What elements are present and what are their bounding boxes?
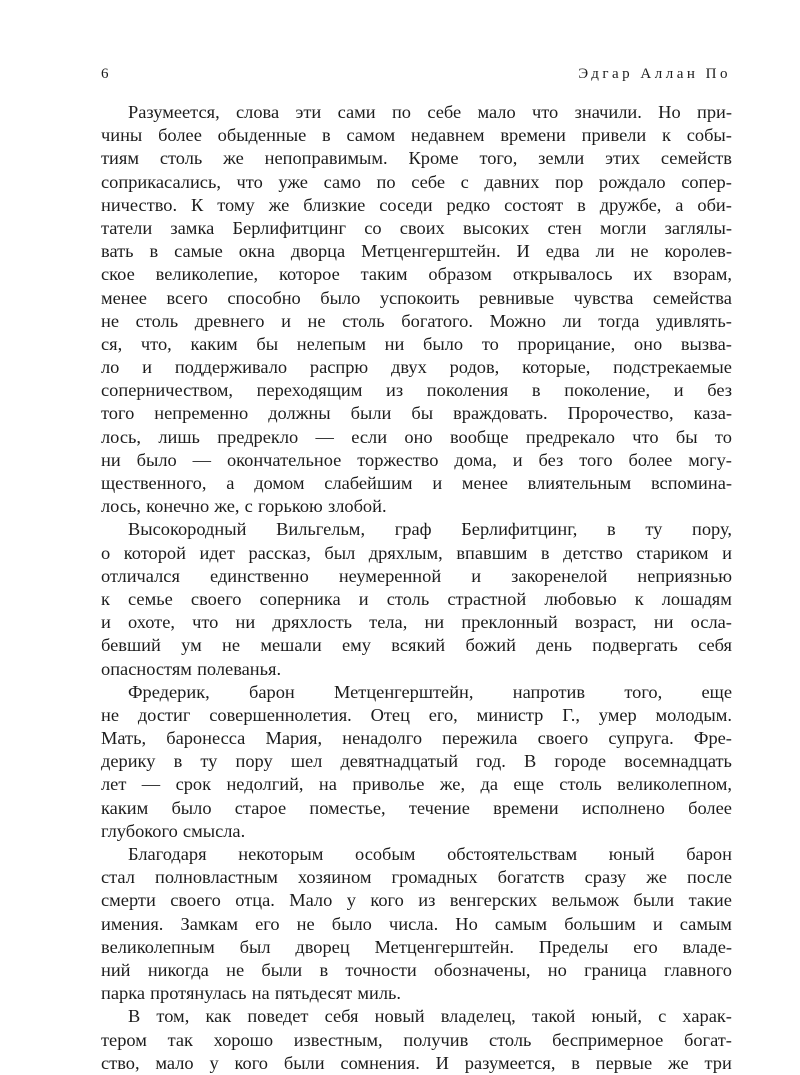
text-line: Мать, баронесса Мария, ненадолго пережила своего супруга. Фре- [101, 728, 732, 749]
text-line: о которой идет рассказ, был дряхлым, впавшим в детство стариком и [101, 542, 732, 563]
text-line: глубокого смысла. [101, 820, 246, 841]
text-line: Благодаря некоторым особым обстоятельствам юный барон [128, 844, 732, 864]
text-line: ни было — окончательное торжество дома, и без того более могу- [101, 449, 732, 470]
text-line: смерти своего отца. Мало у кого из венгерских вельмож были такие [101, 890, 732, 911]
text-line: ство, мало у кого были сомнения. И разумеется, в первые же три [101, 1052, 732, 1073]
text-line: Высокородный Вильгельм, граф Берлифитцинг, в ту пору, [128, 519, 732, 540]
text-line: к семье своего соперника и столь страстной любовью к лошадям [101, 588, 732, 609]
text-line: Фредерик, барон Метценгерштейн, напротив того, еще [128, 681, 732, 702]
body-text [101, 101, 732, 1075]
text-line: тером так хорошо известным, получив столь беспримерное богат- [101, 1029, 732, 1050]
text-line: соприкасались, что уже само по себе с давних пор рождало сопер- [101, 171, 732, 192]
text-line: ся, что, каким бы нелепым ни было то прорицание, оно вызва- [101, 333, 732, 354]
text-line: ний никогда не были в точности обозначены, но граница главного [101, 959, 732, 980]
text-line: отличался единственно неумеренной и закоренелой неприязнью [101, 565, 732, 586]
text-line: щественного, а домом слабейшим и менее влиятельным вспомина- [101, 473, 732, 493]
text-line: ское великолепие, которое таким образом открывалось их взорам, [101, 264, 732, 285]
page-number: 6 [101, 66, 109, 82]
text-line: Разумеется, слова эти сами по себе мало что значили. Но при- [128, 102, 732, 122]
text-line: ло и поддерживало распрю двух родов, которые, подстрекаемые [101, 357, 732, 378]
text-line: не достиг совершеннолетия. Отец его, министр Г., умер молодым. [101, 704, 732, 725]
text-line: бевший ум не мешали ему всякий божий день подвергать себя [101, 635, 732, 656]
text-line: каким было старое поместье, течение времени исполнено более [101, 797, 732, 818]
paragraph [101, 101, 732, 518]
paragraph [101, 1005, 732, 1075]
text-line: ничество. К тому же близкие соседи редко состоят в дружбе, а оби- [101, 194, 732, 215]
text-line: вать в самые окна дворца Метценгерштейн. И едва ли не королев- [101, 241, 732, 262]
text-line: опасностям полеванья. [101, 658, 282, 679]
text-line: того непременно должны были бы враждовать. Пророчество, каза- [101, 403, 732, 424]
text-line: В том, как поведет себя новый владелец, такой юный, с харак- [128, 1006, 732, 1027]
paragraph [101, 681, 732, 843]
paragraph [101, 843, 732, 1005]
text-line: дерику в ту пору шел девятнадцатый год. В городе восемнадцать [101, 751, 732, 772]
text-line: великолепным был дворец Метценгерштейн. Пределы его владе- [101, 936, 732, 957]
paragraph [101, 518, 732, 680]
running-head: Эдгар Аллан По [578, 66, 731, 82]
text-line: имения. Замкам его не было числа. Но самым большим и самым [101, 913, 732, 934]
text-line: не столь древнего и не столь богатого. Можно ли тогда удивлять- [101, 310, 732, 331]
page-header [101, 66, 731, 83]
text-line: чины более обыденные в самом недавнем времени привели к собы- [101, 125, 732, 146]
text-line: стал полновластным хозяином громадных богатств сразу же после [101, 867, 732, 888]
text-line: и охоте, что ни дряхлость тела, ни преклонный возраст, ни осла- [101, 612, 732, 633]
text-line: тиям столь же непоправимым. Кроме того, земли этих семейств [101, 148, 732, 169]
text-line: лет — срок недолгий, на приволье же, да еще столь великолепном, [101, 774, 732, 795]
text-line: лось, конечно же, с горькою злобой. [101, 496, 387, 517]
text-line: соперничеством, переходящим из поколения в поколение, и без [101, 380, 732, 401]
text-line: менее всего способно было успокоить ревнивые чувства семейства [101, 287, 732, 308]
text-line: парка протянулась на пятьдесят миль. [101, 983, 402, 1004]
text-line: лось, лишь предрекло — если оно вообще предрекало что бы то [101, 426, 732, 447]
text-line: татели замка Берлифитцинг со своих высоких стен могли заглялы- [101, 217, 732, 238]
